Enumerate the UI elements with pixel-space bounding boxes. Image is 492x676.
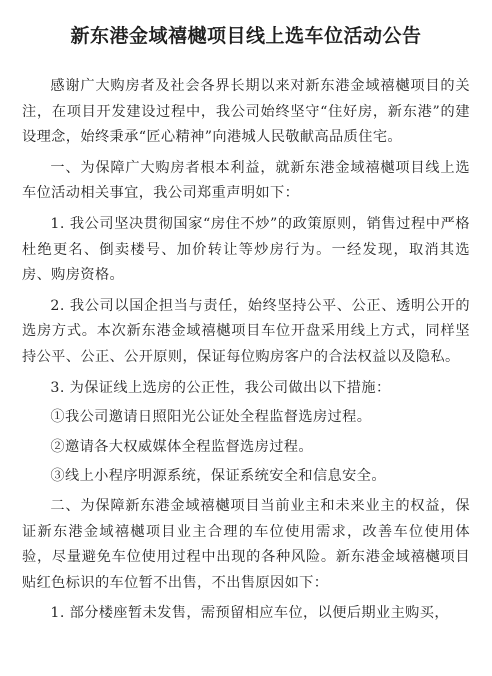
notice-title: 新东港金域禧樾项目线上选车位活动公告 [70, 25, 422, 47]
paragraph-intro: 感谢广大购房者及社会各界长期以来对新东港金域禧樾项目的关注，在项目开发建设过程中，我公司始终坚守“住好房，新东港”的建设理念，始终秉承“匠心精神”向港城人民敬献高品质住宅。 [22, 78, 470, 146]
paragraph-measure-3: ③线上小程序明源系统，保证系统安全和信息安全。 [50, 468, 386, 485]
notice-body [22, 74, 470, 627]
paragraph-measure-1: ①我公司邀请日照阳光公证处全程监督选房过程。 [50, 409, 372, 426]
paragraph-item-2-1: 1. 部分楼座暂未发售，需预留相应车位，以便后期业主购买， [50, 605, 449, 622]
paragraph-section-1: 一、为保障广大购房者根本利益，就新东港金域禧樾项目线上选车位活动相关事宜，我公司郑重声明如下： [22, 159, 470, 202]
paragraph-item-1-3: 3. 为保证线上选房的公正性，我公司做出以下措施： [50, 379, 391, 396]
paragraph-measure-2: ②邀请各大权威媒体全程监督选房过程。 [50, 438, 313, 455]
paragraph-section-2: 二、为保障新东港金域禧樾项目当前业主和未来业主的权益，保证新东港金域禧樾项目业主合理的车位使用需求，改善车位使用体验，尽量避免车位使用过程中出现的各种风险。新东港金域禧樾项目贴红色标识的车位暂不出售，不出售原因如下： [22, 497, 470, 591]
paragraph-item-1-1: 1. 我公司坚决贯彻国家“房住不炒”的政策原则，销售过程中严格杜绝更名、倒卖楼号、加价转让等炒房行为。一经发现，取消其选房、购房资格。 [22, 215, 470, 284]
paragraph-item-1-2: 2. 我公司以国企担当与责任，始终坚持公平、公正、透明公开的选房方式。本次新东港金域禧樾项目车位开盘采用线上方式，同样坚持公平、公正、公开原则，保证每位购房客户的合法权益以及隐私。 [22, 297, 470, 365]
